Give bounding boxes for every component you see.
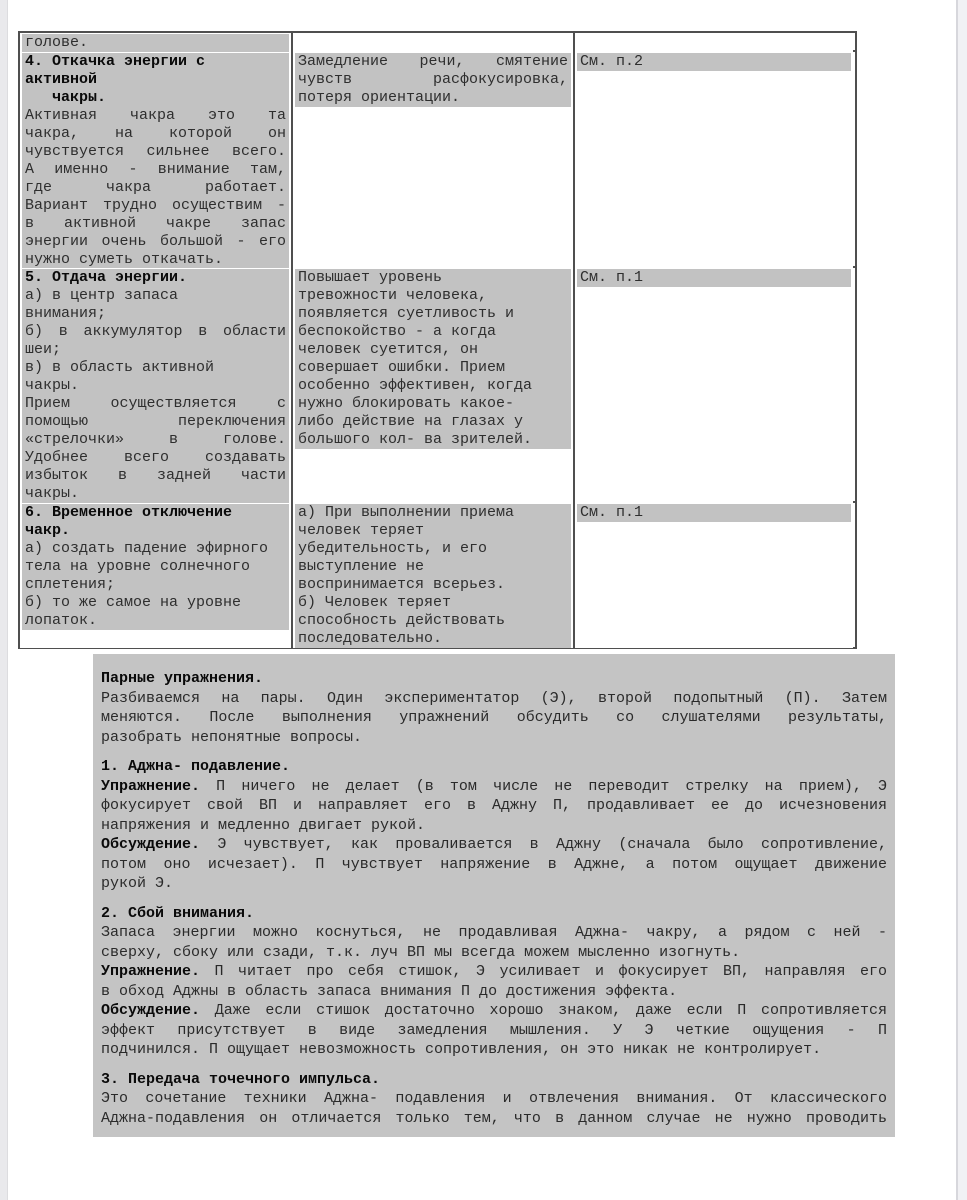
text-line: [295, 594, 571, 612]
text: чакра, на которой он: [25, 125, 286, 142]
text-line: [101, 689, 887, 709]
text: Удобнее всего создавать: [25, 449, 286, 466]
bold-text: Упражнение.: [101, 963, 201, 980]
text-line: [22, 467, 289, 485]
text-line: [101, 1021, 887, 1041]
bold-text: Обсуждение.: [101, 836, 201, 853]
text-line: [22, 125, 289, 143]
text: П ничего не делает (в том числе не переводит стрелку на прием), Э: [200, 777, 887, 795]
text-line: [22, 522, 289, 540]
text-line: [22, 359, 289, 377]
text-line: [101, 923, 887, 943]
text-line: [22, 540, 289, 558]
text: нужно суметь откачать.: [25, 251, 224, 268]
table-cell-effect: [293, 33, 575, 52]
text-line: [101, 757, 887, 777]
text-line: [295, 504, 571, 522]
text-line: [295, 413, 571, 431]
text-line: [101, 855, 887, 875]
text: появляется суетливость и: [298, 305, 515, 322]
text: См. п.1: [580, 269, 644, 286]
bold-text: Обсуждение.: [101, 1002, 201, 1019]
text-line: [101, 1001, 887, 1021]
text: в обход Аджны в область запаса внимания П до достижения эффекта.: [101, 982, 678, 1000]
text: либо действие на глазах у: [298, 413, 524, 430]
text: большого кол- ва зрителей.: [298, 431, 533, 448]
text: чувств расфокусировка,: [298, 71, 568, 88]
blank-line: [101, 894, 887, 904]
text-line: [295, 431, 571, 449]
bold-text: Упражнение.: [101, 777, 201, 795]
text-line: [101, 943, 887, 963]
text-line: [101, 796, 887, 816]
text: Повышает уровень: [298, 269, 443, 286]
table-cell-reference: [575, 503, 853, 648]
table-cell-technique: [20, 268, 293, 503]
text-line: [22, 612, 289, 630]
bold-text: 4. Откачка энергии с: [25, 53, 206, 70]
text: тревожности человека,: [298, 287, 488, 304]
text-line: [295, 395, 571, 413]
text-line: [22, 485, 289, 503]
blank-line: [101, 1060, 887, 1070]
text-line: [295, 576, 571, 594]
text: нужно блокировать какое-: [298, 395, 515, 412]
text-line: [295, 89, 571, 107]
text: б) в аккумулятор в области: [25, 323, 286, 340]
text-line: [101, 728, 887, 748]
text: сверху, сбоку или сзади, т.к. луч ВП мы всегда можем мысленно изогнуть.: [101, 943, 741, 961]
text: совершает ошибки. Прием: [298, 359, 506, 376]
text-line: [101, 874, 887, 894]
text-line: [22, 341, 289, 359]
table-cell-reference: [575, 33, 853, 52]
text-line: [101, 816, 887, 836]
text: лопаток.: [25, 612, 98, 629]
text: а) создать падение эфирного: [25, 540, 269, 557]
text: напряжения и медленно двигает рукой.: [101, 816, 426, 834]
text-line: [295, 305, 571, 323]
table-cell-reference: [575, 268, 853, 503]
text-line: [295, 71, 571, 89]
text: разобрать непонятные вопросы.: [101, 728, 363, 746]
text: в) в область активной: [25, 359, 215, 376]
bold-text: чакры.: [25, 89, 107, 106]
text: а) в центр запаса: [25, 287, 179, 304]
text: тела на уровне солнечного: [25, 558, 251, 575]
text-line: [22, 377, 289, 395]
text-line: [295, 612, 571, 630]
text: потеря ориентации.: [298, 89, 461, 106]
text-line: [22, 53, 289, 71]
text-line: [101, 962, 887, 982]
text: чакры.: [25, 485, 80, 502]
text: меняются. После выполнения упражнений обсудить со слушателями результаты,: [101, 709, 887, 726]
text-line: [101, 1070, 887, 1090]
text-line: [101, 982, 887, 1002]
text: Вариант трудно осуществим -: [25, 197, 286, 214]
bold-text: 5. Отдача энергии.: [25, 269, 188, 286]
text-line: [22, 287, 289, 305]
text: Это сочетание техники Аджна- подавления и отвлечения внимания. От классического: [101, 1090, 887, 1107]
text: а) При выполнении приема: [298, 504, 515, 521]
text: беспокойство - а когда: [298, 323, 497, 340]
text: фокусирует свой ВП и направляет его в Аджну П, продавливает ее до исчезновения: [101, 797, 887, 814]
text-line: [22, 179, 289, 197]
text-line: [101, 669, 887, 689]
text-line: [22, 269, 289, 287]
text-line: [22, 449, 289, 467]
text: эффект присутствует в виде замедления мышления. У Э четкие ощущения - П: [101, 1021, 887, 1039]
text-line: [22, 251, 289, 269]
bold-text: активной: [25, 71, 98, 88]
text: помощью переключения: [25, 413, 286, 430]
bold-text: 1. Аджна- подавление.: [101, 758, 291, 775]
text-line: [101, 777, 887, 797]
text: избыток в задней части: [25, 467, 286, 484]
text-line: [22, 89, 289, 107]
text: б) то же самое на уровне: [25, 594, 242, 611]
text: особенно эффективен, когда: [298, 377, 533, 394]
text: чувствуется сильнее всего.: [25, 143, 286, 160]
text: способность действовать: [298, 612, 506, 629]
text-line: [295, 287, 571, 305]
text-line: [22, 504, 289, 522]
text: потом оно исчезает). П чувствует напряжение в Аджне, а потом ощущает движение: [101, 855, 887, 873]
text: Э чувствует, как проваливается в Аджну (сначала было сопротивление,: [200, 836, 887, 853]
text-line: [101, 1109, 887, 1129]
text: голове.: [25, 34, 89, 51]
text: энергии очень большой - его: [25, 233, 286, 250]
text-line: [295, 359, 571, 377]
text-line: [22, 71, 289, 89]
table-cell-technique: [20, 52, 293, 269]
text-line: [22, 431, 289, 449]
text: Разбиваемся на пары. Один экспериментатор (Э), второй подопытный (П). Затем: [101, 689, 887, 707]
text-line: [22, 161, 289, 179]
text-line: [577, 269, 851, 287]
text: чакры.: [25, 377, 80, 394]
text-line: [295, 53, 571, 71]
bold-text: чакр.: [25, 522, 71, 539]
text: рукой Э.: [101, 875, 174, 892]
text: Запаса энергии можно коснуться, не продавливая Аджна- чакру, а рядом с ней -: [101, 924, 887, 941]
text-line: [295, 630, 571, 648]
text: Даже если стишок достаточно хорошо знаком, даже если П сопротивляется: [200, 1002, 887, 1019]
page-edge-right-strip: [956, 0, 967, 1200]
chakra-techniques-table: [18, 31, 857, 649]
table-cell-effect: [293, 268, 575, 503]
text: П читает про себя стишок, Э усиливает и фокусирует ВП, направляя его: [200, 963, 887, 980]
text-line: [22, 413, 289, 431]
text-line: [295, 341, 571, 359]
text-line: [22, 558, 289, 576]
page-edge-left-strip: [0, 0, 8, 1200]
text: А именно - внимание там,: [25, 161, 286, 178]
text-line: [295, 323, 571, 341]
paired-exercises-section: [93, 654, 895, 1137]
text: внимания;: [25, 305, 107, 322]
text: в активной чакре запас: [25, 215, 286, 232]
text: Прием осуществляется с: [25, 395, 286, 412]
text: См. п.2: [580, 53, 644, 70]
bold-text: 2. Сбой внимания.: [101, 904, 255, 922]
table-cell-reference: [575, 52, 853, 269]
table-row: [20, 268, 855, 503]
text-line: [295, 558, 571, 576]
table-cell-effect: [293, 503, 575, 648]
text-line: [22, 395, 289, 413]
text-line: [295, 377, 571, 395]
text-line: [22, 233, 289, 251]
bold-text: 6. Временное отключение: [25, 504, 233, 521]
table-row: [20, 503, 855, 647]
text-line: [22, 576, 289, 594]
text: Замедление речи, смятение: [298, 53, 568, 70]
text: См. п.1: [580, 504, 644, 521]
text: Аджна-подавления он отличается только тем, что в данном случае не нужно проводить: [101, 1109, 887, 1127]
text-line: [22, 197, 289, 215]
text-line: [577, 504, 851, 522]
text-line: [22, 143, 289, 161]
text-line: [101, 835, 887, 855]
text-line: [22, 594, 289, 612]
text: человек суетится, он: [298, 341, 479, 358]
text-line: [22, 34, 289, 52]
text-line: [101, 1089, 887, 1109]
text: воспринимается всерьез.: [298, 576, 506, 593]
text: б) Человек теряет: [298, 594, 452, 611]
text: где чакра работает.: [25, 179, 286, 196]
table-row: [20, 52, 855, 268]
table-cell-technique: [20, 33, 293, 52]
bold-text: 3. Передача точечного импульса.: [101, 1070, 381, 1088]
text-line: [295, 540, 571, 558]
text-line: [22, 323, 289, 341]
text: убедительность, и его: [298, 540, 488, 557]
bold-text: Парные упражнения.: [101, 670, 264, 687]
text-line: [295, 522, 571, 540]
text: человек теряет: [298, 522, 425, 539]
text-line: [22, 107, 289, 125]
text: сплетения;: [25, 576, 116, 593]
text: выступление не: [298, 558, 425, 575]
text: последовательно.: [298, 630, 443, 647]
table-row: [20, 33, 855, 52]
text-line: [22, 215, 289, 233]
text-line: [101, 904, 887, 924]
text-line: [577, 53, 851, 71]
text: «стрелочки» в голове.: [25, 431, 286, 448]
text: шеи;: [25, 341, 62, 358]
text: подчинился. П ощущает невозможность сопротивления, он это никак не контролирует.: [101, 1041, 822, 1058]
table-cell-technique: [20, 503, 293, 648]
text: Активная чакра это та: [25, 107, 286, 124]
table-cell-effect: [293, 52, 575, 269]
text-line: [101, 1040, 887, 1060]
text-line: [295, 269, 571, 287]
blank-line: [101, 747, 887, 757]
text-line: [22, 305, 289, 323]
text-line: [101, 708, 887, 728]
